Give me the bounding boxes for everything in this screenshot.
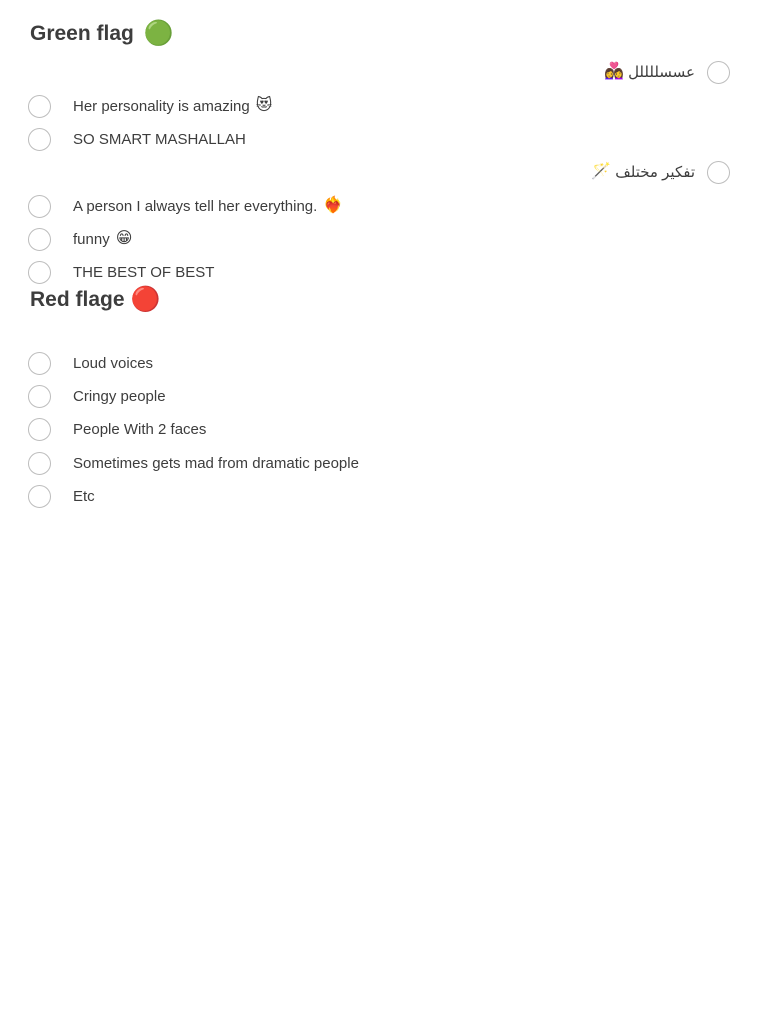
list-item[interactable]: [28, 259, 214, 285]
list-item[interactable]: [591, 159, 730, 185]
list-item-label: تفكير مختلف: [615, 164, 695, 181]
checkbox[interactable]: [28, 95, 51, 118]
list-item-label: People With 2 faces: [73, 420, 207, 438]
magic-wand-icon: 🪄: [591, 163, 612, 180]
checkbox[interactable]: [28, 485, 51, 508]
list-item-label: SO SMART MASHALLAH: [73, 130, 246, 148]
list-item-label: THE BEST OF BEST: [73, 263, 215, 281]
list-item-label: Loud voices: [73, 354, 154, 372]
list-item[interactable]: [28, 350, 153, 376]
checkbox[interactable]: [28, 195, 51, 218]
couple-heart-icon: 👩‍❤️‍👩: [604, 63, 625, 80]
list-item[interactable]: [28, 416, 206, 442]
list-item-label: Her personality is amazing: [73, 97, 250, 115]
grinning-face-icon: 😁: [115, 230, 133, 247]
list-item-label: Etc: [73, 487, 95, 505]
heart-on-fire-icon: ❤️‍🔥: [323, 197, 344, 214]
list-item-label: A person I always tell her everything.: [73, 197, 318, 215]
green-circle-icon: 🟢: [143, 20, 174, 47]
checkbox[interactable]: [28, 128, 51, 151]
checkbox[interactable]: [707, 61, 730, 84]
list-item[interactable]: [28, 193, 343, 219]
checkbox[interactable]: [28, 352, 51, 375]
red-flag-heading-text: Red flage: [30, 288, 125, 311]
list-item[interactable]: [28, 126, 246, 152]
list-item[interactable]: [28, 483, 95, 509]
list-item[interactable]: [28, 226, 132, 252]
list-item[interactable]: [28, 93, 272, 119]
checkbox[interactable]: [28, 385, 51, 408]
list-item-label: Sometimes gets mad from dramatic people: [73, 454, 359, 472]
list-item-label: عسسللللل: [628, 64, 695, 81]
list-item[interactable]: [28, 450, 359, 476]
checkbox[interactable]: [28, 228, 51, 251]
checkbox[interactable]: [28, 452, 51, 475]
checkbox[interactable]: [28, 261, 51, 284]
checkbox[interactable]: [707, 161, 730, 184]
green-flag-heading-text: Green flag: [30, 22, 134, 45]
red-flag-heading: [30, 288, 160, 312]
list-item-label: funny: [73, 230, 110, 248]
list-item-label: Cringy people: [73, 387, 166, 405]
green-flag-heading: [30, 22, 174, 46]
checkbox[interactable]: [28, 418, 51, 441]
list-item[interactable]: [28, 383, 166, 409]
heart-eyes-cat-icon: 😻: [255, 97, 273, 114]
red-circle-icon: 🔴: [130, 286, 161, 313]
list-item[interactable]: [604, 59, 730, 85]
